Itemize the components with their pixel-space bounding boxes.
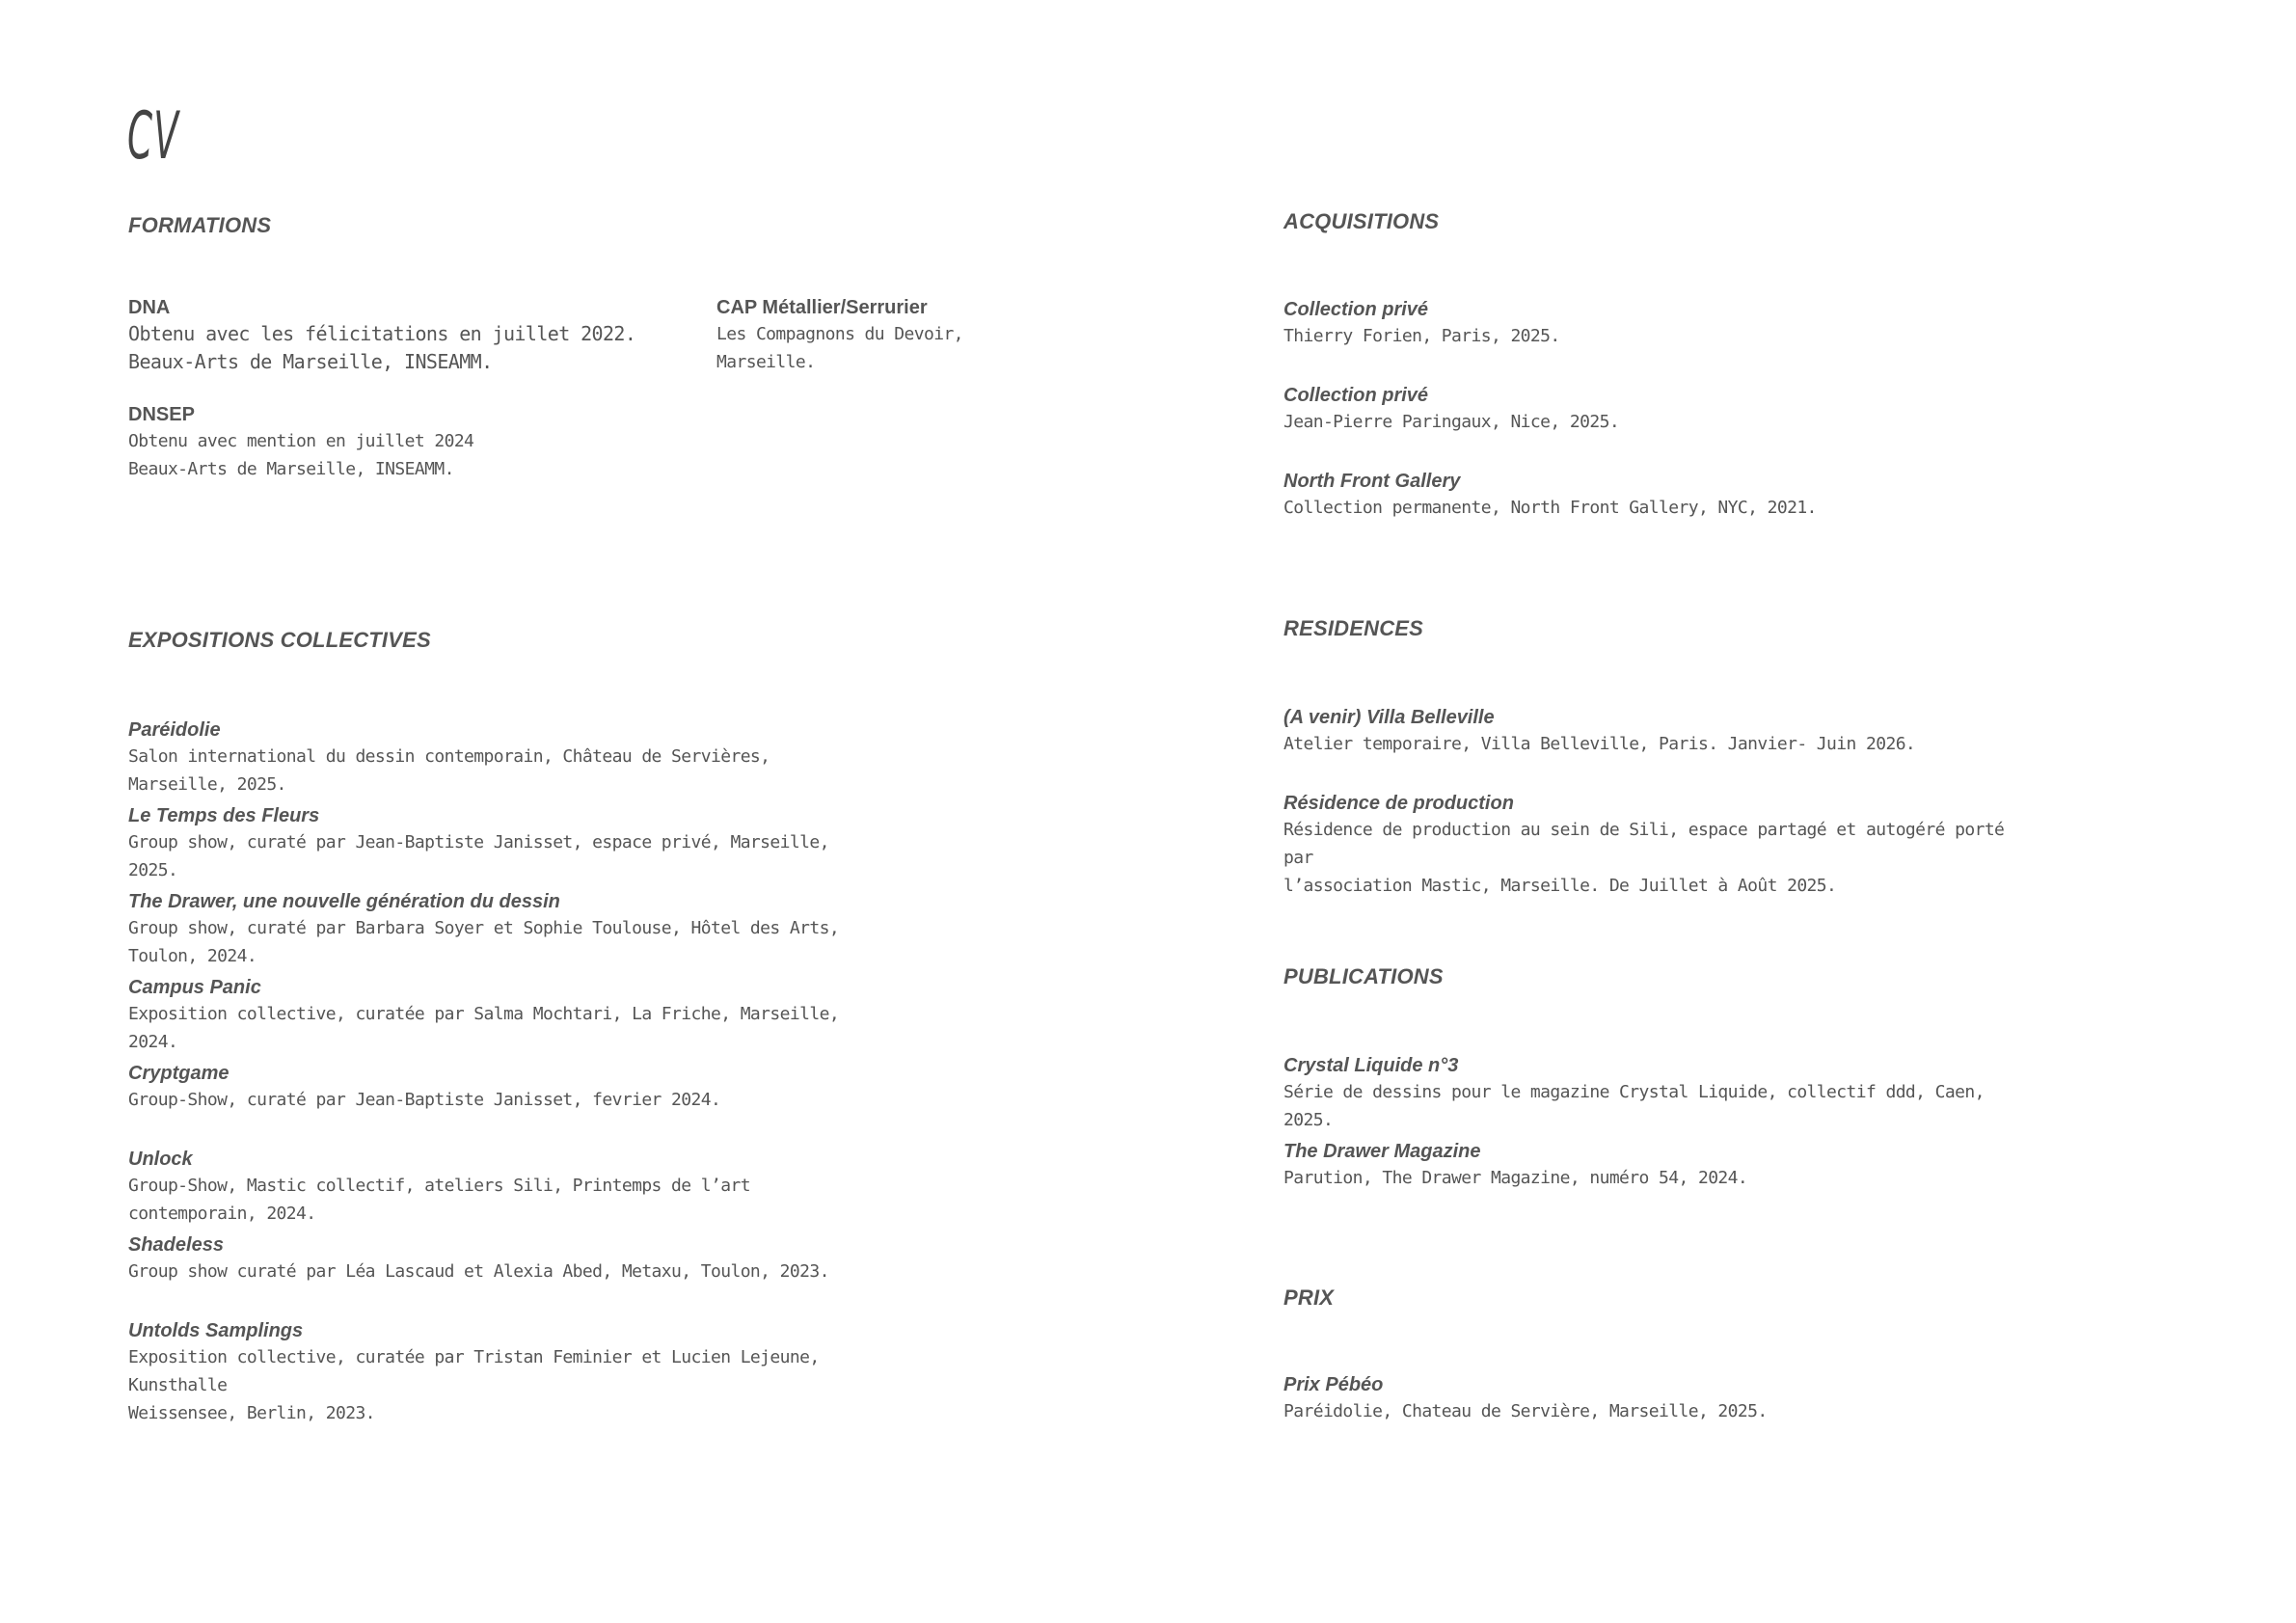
section-title-formations: FORMATIONS <box>128 213 272 237</box>
entry-title: Cryptgame <box>128 1063 230 1084</box>
entry-body: Group show, curaté par Barbara Soyer et Sophie Toulouse, Hôtel des Arts, Toulon, 2024. <box>128 918 840 966</box>
entry-body: Group show, curaté par Jean-Baptiste Janisset, espace privé, Marseille, 2025. <box>128 832 829 880</box>
entry-body: Exposition collective, curatée par Tristan Feminier et Lucien Lejeune, Kunsthalle Weissensee, Berlin, 2023. <box>128 1347 820 1423</box>
exposition-entry <box>128 1232 861 1285</box>
entry-body: Thierry Forien, Paris, 2025. <box>1283 326 1560 346</box>
entry-body: Salon international du dessin contemporain, Château de Servières, Marseille, 2025. <box>128 746 770 795</box>
residence-entry <box>1283 705 2016 758</box>
entry-body: Group show curaté par Léa Lascaud et Alexia Abed, Metaxu, Toulon, 2023. <box>128 1261 829 1282</box>
entry-body: Obtenu avec les félicitations en juillet 2022. Beaux-Arts de Marseille, INSEAMM. <box>128 322 636 373</box>
entry-title: Paréidolie <box>128 719 221 741</box>
exposition-entry <box>128 1147 861 1228</box>
entry-title: The Drawer Magazine <box>1283 1141 1481 1162</box>
entry-title: Shadeless <box>128 1234 224 1256</box>
entry-body: Résidence de production au sein de Sili, espace partagé et autogéré porté par l’association Mastic, Marseille. De Juillet à Août 2025. <box>1283 820 2005 896</box>
residence-entry <box>1283 791 2016 900</box>
entry-title: DNSEP <box>128 404 195 425</box>
formation-entry <box>128 402 707 483</box>
entry-body: Les Compagnons du Devoir, Marseille. <box>716 324 963 372</box>
entry-title: Le Temps des Fleurs <box>128 805 320 826</box>
formation-entry <box>128 295 707 376</box>
entry-title: Campus Panic <box>128 977 261 998</box>
exposition-entry <box>128 803 861 884</box>
entry-title: Collection privé <box>1283 299 1429 320</box>
section-title-publications: PUBLICATIONS <box>1283 964 1444 988</box>
publication-entry <box>1283 1053 2016 1134</box>
exposition-entry <box>128 889 861 970</box>
page-title: CV <box>127 98 179 175</box>
acquisition-entry <box>1283 297 2016 350</box>
entry-title: Collection privé <box>1283 385 1429 406</box>
entry-title: Prix Pébéo <box>1283 1374 1384 1395</box>
section-title-expositions: EXPOSITIONS COLLECTIVES <box>128 628 431 652</box>
entry-body: Group-Show, Mastic collectif, ateliers Sili, Printemps de l’art contemporain, 2024. <box>128 1176 750 1224</box>
entry-body: Jean-Pierre Paringaux, Nice, 2025. <box>1283 412 1620 432</box>
exposition-entry <box>128 975 861 1056</box>
section-title-residences: RESIDENCES <box>1283 616 1424 640</box>
entry-title: CAP Métallier/Serrurier <box>716 297 928 318</box>
entry-title: The Drawer, une nouvelle génération du dessin <box>128 891 560 912</box>
entry-title: Résidence de production <box>1283 793 1514 814</box>
entry-body: Parution, The Drawer Magazine, numéro 54, 2024. <box>1283 1168 1748 1188</box>
exposition-entry <box>128 717 861 798</box>
entry-title: (A venir) Villa Belleville <box>1283 707 1495 728</box>
entry-title: DNA <box>128 297 171 318</box>
entry-body: Group-Show, curaté par Jean-Baptiste Janisset, fevrier 2024. <box>128 1090 721 1110</box>
exposition-entry <box>128 1318 861 1427</box>
entry-body: Collection permanente, North Front Gallery, NYC, 2021. <box>1283 498 1817 518</box>
formation-entry <box>716 295 1121 376</box>
entry-title: North Front Gallery <box>1283 471 1461 492</box>
entry-title: Untolds Samplings <box>128 1320 304 1341</box>
prix-entry <box>1283 1372 2016 1425</box>
exposition-entry <box>128 1061 861 1114</box>
entry-title: Crystal Liquide n°3 <box>1283 1055 1459 1076</box>
entry-body: Atelier temporaire, Villa Belleville, Paris. Janvier- Juin 2026. <box>1283 734 1916 754</box>
entry-body: Obtenu avec mention en juillet 2024 Beaux-Arts de Marseille, INSEAMM. <box>128 431 474 479</box>
entry-body: Série de dessins pour le magazine Crystal Liquide, collectif ddd, Caen, 2025. <box>1283 1082 1985 1130</box>
entry-body: Exposition collective, curatée par Salma Mochtari, La Friche, Marseille, 2024. <box>128 1004 840 1052</box>
acquisition-entry <box>1283 383 2016 436</box>
section-title-prix: PRIX <box>1283 1285 1335 1310</box>
entry-body: Paréidolie, Chateau de Servière, Marseille, 2025. <box>1283 1401 1768 1421</box>
entry-title: Unlock <box>128 1149 193 1170</box>
publication-entry <box>1283 1139 2016 1192</box>
section-title-acquisitions: ACQUISITIONS <box>1283 209 1440 233</box>
acquisition-entry <box>1283 469 2016 522</box>
